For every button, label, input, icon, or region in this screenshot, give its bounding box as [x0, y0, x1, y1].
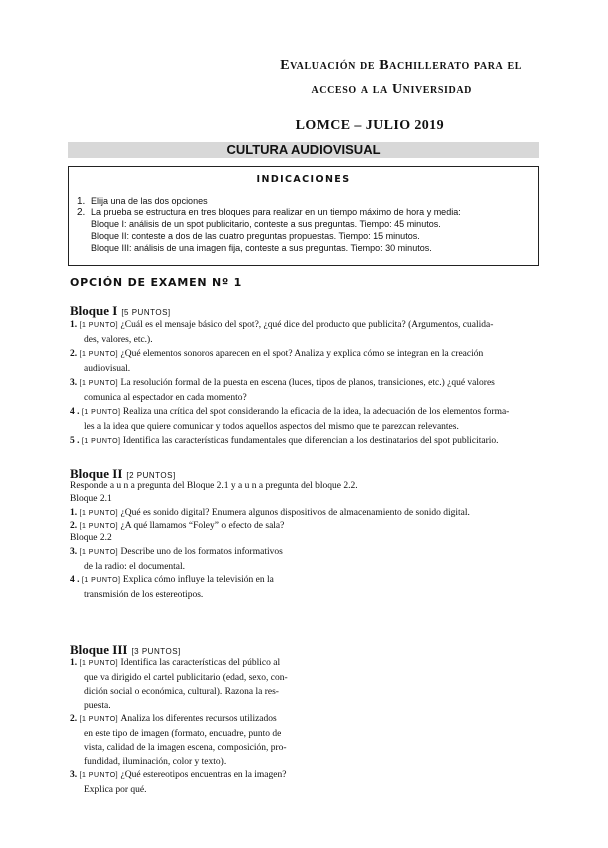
- question-item: [70, 519, 540, 534]
- question-line: puesta.: [84, 701, 111, 711]
- instructions-box: [68, 166, 539, 266]
- question-item: [70, 768, 315, 797]
- title-line-1: Evaluación de Bachillerato para el: [280, 58, 522, 73]
- bloque-points: [3 PUNTOS]: [131, 647, 181, 656]
- exam-session: LOMCE – JULIO 2019: [295, 118, 444, 133]
- question-line: que va dirigido el cartel publicitario (edad, sexo, con-: [84, 673, 288, 683]
- question-text: ¿Qué estereotipos encuentras en la imagen?: [120, 770, 287, 780]
- question-number: 1.: [70, 658, 80, 668]
- instruction-text: La prueba se estructura en tres bloques para realizar en un tiempo máximo de hora y media:: [91, 207, 461, 217]
- question-item: [70, 318, 540, 347]
- question-text: ¿Qué elementos sonoros aparecen en el spot? Analiza y explica cómo se integran en la creación: [120, 349, 484, 359]
- bloque-points: [5 PUNTOS]: [121, 308, 171, 317]
- question-text: Describe uno de los formatos informativos: [120, 547, 283, 557]
- question-points: [1 PUNTO]: [79, 380, 121, 387]
- question-line: [70, 376, 540, 391]
- question-points: [1 PUNTO]: [79, 660, 121, 667]
- question-points: [1 PUNTO]: [81, 409, 123, 416]
- question-line: [70, 573, 370, 588]
- instruction-item: [77, 196, 208, 208]
- bloque-2-intro: Responde a u n a pregunta del Bloque 2.1 y a u n a pregunta del bloque 2.2.: [70, 481, 358, 491]
- question-points: [1 PUNTO]: [79, 322, 121, 329]
- question-item: [70, 712, 315, 769]
- question-number: 1.: [70, 320, 80, 330]
- question-number: 2.: [70, 521, 80, 531]
- question-line: [70, 405, 540, 420]
- question-text: La resolución formal de la puesta en escena (luces, tipos de planos, transiciones, etc.) ¿qué valores: [120, 378, 495, 388]
- question-number: 4 .: [70, 407, 82, 417]
- question-points: [1 PUNTO]: [81, 438, 123, 445]
- instruction-item: [77, 207, 461, 219]
- question-line: Explica por qué.: [84, 785, 147, 795]
- question-line: transmisión de los estereotipos.: [84, 590, 204, 600]
- question-line: des, valores, etc.).: [84, 335, 153, 345]
- question-line: fundidad, iluminación, color y texto).: [84, 757, 227, 767]
- instruction-bloque-3: Bloque III: análisis de una imagen fija, conteste a sus preguntas. Tiempo: 30 minutos.: [91, 243, 432, 253]
- bloque-title: Bloque III: [70, 642, 128, 657]
- question-text: Realiza una crítica del spot considerando la eficacia de la idea, la adecuación de los elementos forma-: [122, 407, 510, 417]
- bloque-2-2-label: Bloque 2.2: [70, 533, 112, 543]
- question-item: [70, 376, 540, 405]
- instruction-bloque-2: Bloque II: conteste a dos de las cuatro preguntas propuestas. Tiempo: 15 minutos.: [91, 231, 420, 241]
- question-text: Identifica las características del público al: [120, 658, 281, 668]
- question-text: Identifica las características fundamentales que diferencian a los destinatarios del spot publicitario.: [122, 436, 499, 446]
- bloque-points: [2 PUNTOS]: [126, 471, 176, 480]
- question-line: [70, 712, 315, 727]
- instruction-number: 1.: [77, 196, 86, 207]
- instruction-text: Elija una de las dos opciones: [91, 196, 208, 206]
- question-number: 3.: [70, 378, 80, 388]
- question-points: [1 PUNTO]: [79, 549, 121, 556]
- question-line: [70, 318, 540, 333]
- question-line: [70, 347, 540, 362]
- bloque-title: Bloque II: [70, 466, 123, 481]
- question-item: [70, 347, 540, 376]
- question-line: en este tipo de imagen (formato, encuadre, punto de: [84, 729, 282, 739]
- title-line-2: acceso a la Universidad: [311, 82, 472, 97]
- question-line: dición social o económica, cultural). Razona la res-: [84, 687, 279, 697]
- question-number: 5 .: [70, 436, 82, 446]
- question-line: [70, 545, 370, 560]
- question-text: Explica cómo influye la televisión en la: [122, 575, 274, 585]
- question-text: ¿Qué es sonido digital? Enumera algunos dispositivos de almacenamiento de sonido digital.: [120, 508, 470, 518]
- question-line: les a la idea que quiere comunicar y todos aquellos aspectos del mismo que te parezcan relevantes.: [84, 422, 459, 432]
- question-item: [70, 573, 370, 602]
- question-points: [1 PUNTO]: [79, 351, 121, 358]
- option-title: OPCIÓN DE EXAMEN Nº 1: [70, 276, 243, 289]
- subject-bar: CULTURA AUDIOVISUAL: [68, 142, 539, 158]
- question-item: [70, 656, 315, 713]
- instructions-title: INDICACIONES: [256, 174, 351, 185]
- question-item: [70, 434, 540, 449]
- question-line: [70, 768, 315, 783]
- question-item: [70, 405, 540, 434]
- question-line: de la radio: el documental.: [84, 562, 186, 572]
- bloque-2-1-label: Bloque 2.1: [70, 494, 112, 504]
- question-line: [70, 656, 315, 671]
- question-number: 3.: [70, 547, 80, 557]
- question-text: ¿Cuál es el mensaje básico del spot?, ¿qué dice del producto que publicita? (Argumentos, cualida-: [120, 320, 494, 330]
- question-line: audiovisual.: [84, 364, 131, 374]
- question-points: [1 PUNTO]: [79, 523, 121, 530]
- question-line: vista, calidad de la imagen escena, composición, pro-: [84, 743, 287, 753]
- question-text: Analiza los diferentes recursos utilizados: [120, 714, 277, 724]
- instruction-number: 2.: [77, 207, 86, 218]
- question-item: [70, 545, 370, 574]
- question-points: [1 PUNTO]: [79, 510, 121, 517]
- bloque-title: Bloque I: [70, 303, 118, 318]
- question-line: [70, 519, 540, 534]
- question-line: comunica al espectador en cada momento?: [84, 393, 247, 403]
- question-points: [1 PUNTO]: [79, 772, 121, 779]
- question-number: 3.: [70, 770, 80, 780]
- question-text: ¿A qué llamamos “Foley” o efecto de sala?: [120, 521, 285, 531]
- question-number: 1.: [70, 508, 80, 518]
- question-number: 2.: [70, 349, 80, 359]
- question-line: [70, 434, 540, 449]
- question-points: [1 PUNTO]: [79, 716, 121, 723]
- question-number: 4 .: [70, 575, 82, 585]
- instruction-bloque-1: Bloque I: análisis de un spot publicitario, conteste a sus preguntas. Tiempo: 45 minutos.: [91, 219, 441, 229]
- question-points: [1 PUNTO]: [81, 577, 123, 584]
- question-number: 2.: [70, 714, 80, 724]
